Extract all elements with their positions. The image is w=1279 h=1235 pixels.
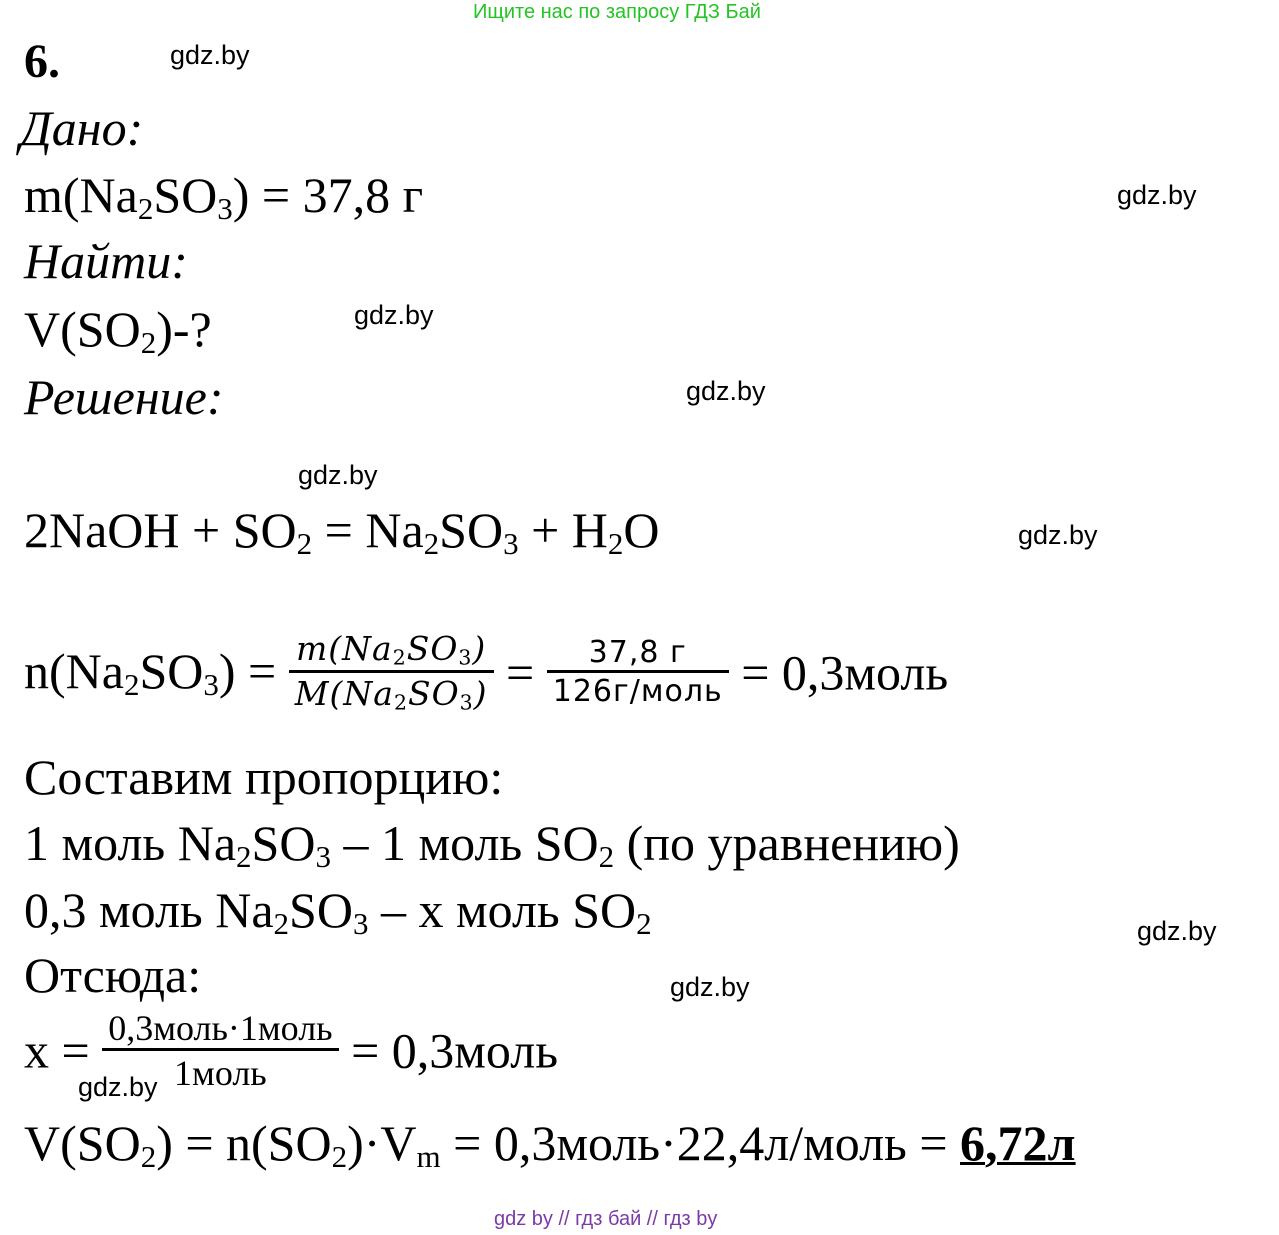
given-label: Дано: [20, 100, 144, 156]
watermark: gdz.by [298, 460, 378, 490]
x-fraction: $\frac{\text{0,3моль·1моль}}{\text{1моль}}$ [102, 1010, 338, 1091]
moles-calculation: $n(Na_2SO_3)$ = $\frac{m(Na_2SO_3)}{M(Na_2SO_3)}$ = $\frac{37,8 г}{\text{126г/моль}}$ = 0,3моль [24, 629, 949, 715]
proportion-line-2: 0,3 моль $Na_2SO_3$ – x моль $SO_2$ [24, 882, 652, 941]
watermark: gdz.by [1117, 180, 1197, 210]
x-calculation: x = $\frac{\text{0,3моль·1моль}}{\text{1моль}}$ = 0,3моль [24, 1008, 559, 1093]
watermark: gdz.by [1137, 916, 1217, 946]
proportion-line-1: 1 моль $Na_2SO_3 - 1$ моль $SO_2$ (по уравнению) [24, 815, 960, 874]
watermark: gdz.by [1018, 520, 1098, 550]
molar-fraction: $\frac{m(Na_2SO_3)}{M(Na_2SO_3)}$ [289, 632, 494, 713]
watermark: gdz.by [354, 300, 434, 330]
footer-links: gdz by // гдз бай // гдз by [494, 1208, 718, 1230]
watermark: gdz.by [78, 1072, 158, 1102]
find-label: Найти: [24, 233, 188, 289]
numeric-fraction: $\frac{37,8 г}{\text{126г/моль}}$ [547, 638, 729, 707]
watermark: gdz.by [670, 972, 750, 1002]
final-answer: 6,72л [960, 1115, 1076, 1171]
proportion-label: Составим пропорцию: [24, 749, 504, 805]
reaction-equation: 2NaOH + $SO_2 = Na_2SO_3 + H_2O$ [24, 502, 660, 561]
hence-label: Отсюда: [24, 947, 202, 1003]
top-banner: Ищите нас по запросу ГДЗ Бай [473, 1, 761, 23]
find-volume: $V(SO_2)-$? [24, 301, 212, 360]
volume-calculation: $V(SO_2) = n(SO_2)\cdot V_m$ = 0,3моль·22,4л/моль = 6,72л [24, 1115, 1076, 1174]
watermark: gdz.by [686, 376, 766, 406]
watermark: gdz.by [170, 40, 250, 70]
given-mass: $m(Na_2SO_3) = 37,8$ г [24, 167, 424, 226]
task-number: 6. [24, 35, 60, 88]
solution-label: Решение: [24, 369, 224, 425]
